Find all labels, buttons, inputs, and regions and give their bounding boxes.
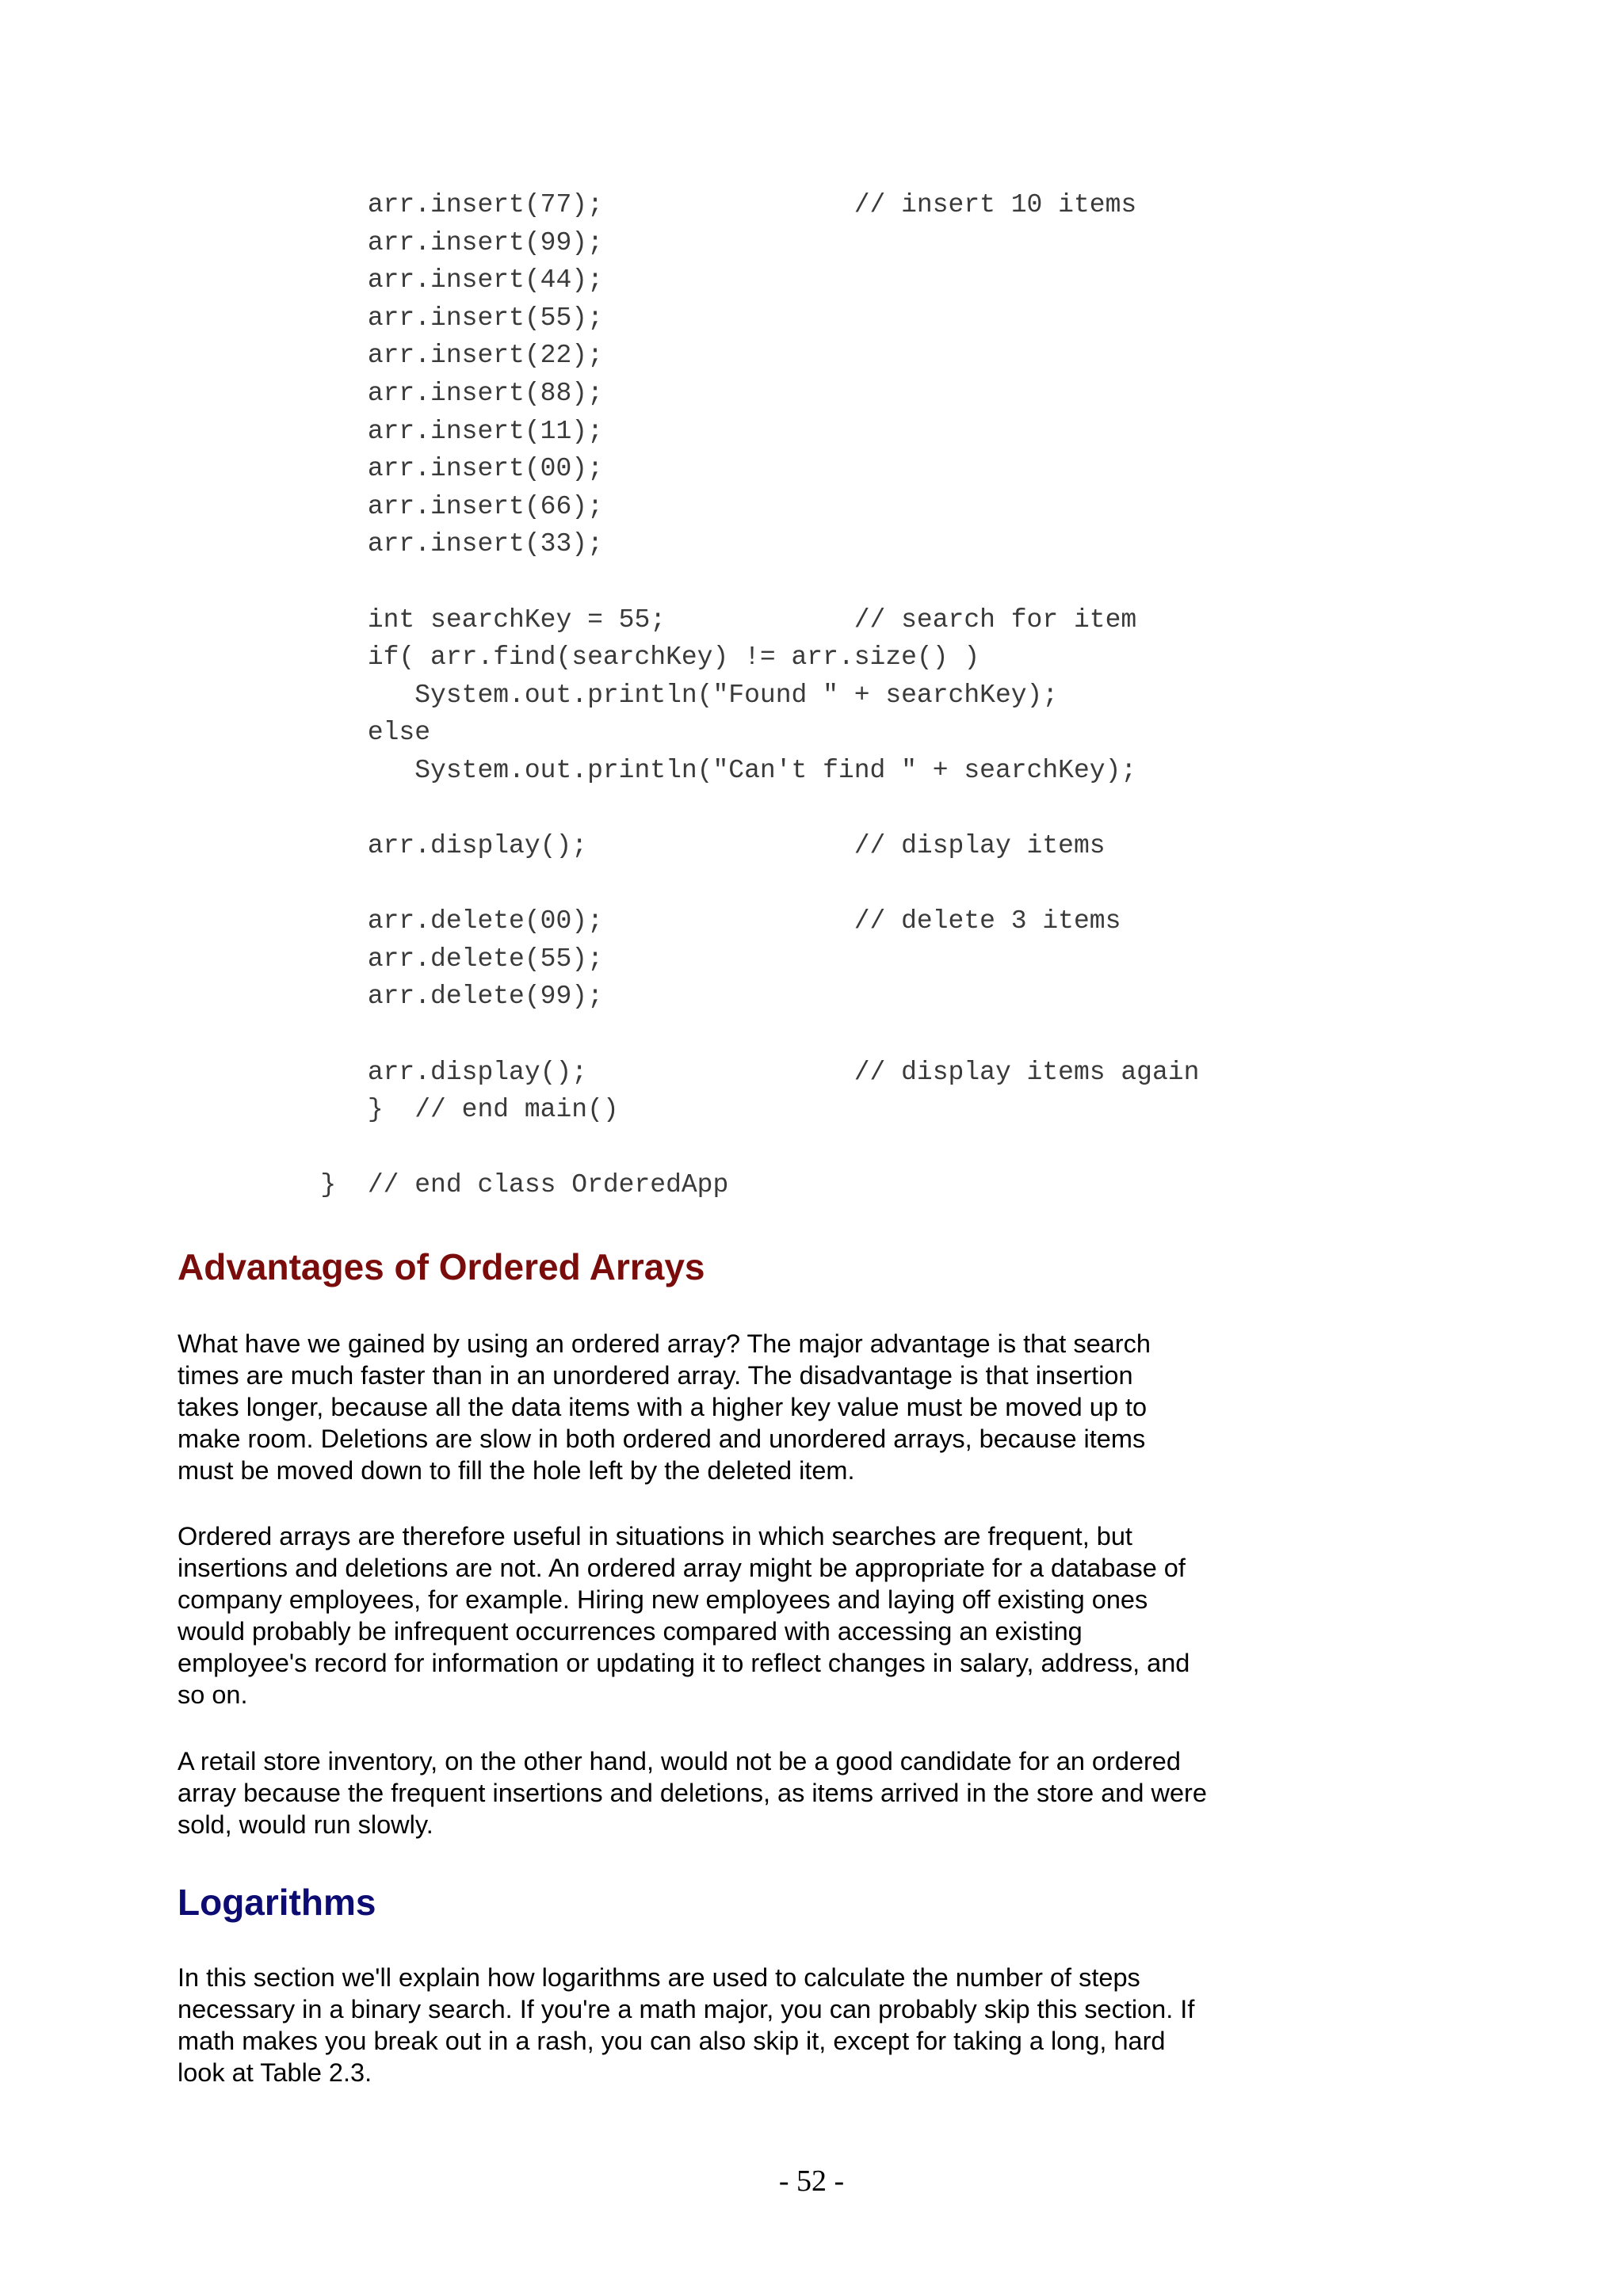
code-line: arr.insert(22);: [273, 341, 603, 371]
code-line: arr.insert(55);: [273, 303, 603, 333]
code-line: arr.delete(00); // delete 3 items: [273, 906, 1121, 936]
paragraph-line: A retail store inventory, on the other hand, would not be a good candidate for an ordered: [178, 1747, 1181, 1775]
code-line: [273, 790, 1199, 828]
paragraph-line: takes longer, because all the data items with a higher key value must be moved up to: [178, 1393, 1148, 1421]
code-line: System.out.println("Can't find " + searchKey);: [273, 755, 1137, 785]
code-line: else: [273, 718, 431, 748]
code-line: arr.insert(33);: [273, 529, 603, 559]
code-line: arr.display(); // display items again: [273, 1057, 1200, 1087]
paragraph-advantages-1: [178, 1328, 1303, 1486]
page-number: - 52 -: [778, 2164, 845, 2198]
paragraph-line: sold, would run slowly.: [178, 1810, 433, 1839]
paragraph-line: math makes you break out in a rash, you can also skip it, except for taking a long, hard: [178, 2027, 1166, 2055]
paragraph-line: What have we gained by using an ordered array? The major advantage is that search: [178, 1329, 1151, 1358]
paragraph-line: so on.: [178, 1680, 248, 1709]
code-line: [273, 563, 1199, 601]
code-line: arr.delete(55);: [273, 944, 603, 974]
paragraph-line: insertions and deletions are not. An ordered array might be appropriate for a database of: [178, 1554, 1186, 1582]
code-line: arr.insert(88);: [273, 378, 603, 408]
code-line: } // end class OrderedApp: [273, 1170, 729, 1200]
paragraph-logarithms-1: [178, 1962, 1303, 2088]
code-line: System.out.println("Found " + searchKey);: [273, 680, 1059, 710]
paragraph-advantages-3: [178, 1745, 1303, 1840]
paragraph-line: look at Table 2.3.: [178, 2058, 372, 2087]
code-line: arr.display(); // display items: [273, 831, 1106, 861]
code-line: arr.insert(11);: [273, 416, 603, 446]
paragraph-line: employee's record for information or updating it to reflect changes in salary, address, and: [178, 1649, 1190, 1677]
paragraph-line: make room. Deletions are slow in both ordered and unordered arrays, because items: [178, 1425, 1146, 1453]
code-line: [273, 1016, 1199, 1054]
code-line: [273, 1129, 1199, 1167]
code-listing: [273, 186, 1199, 1204]
paragraph-advantages-2: [178, 1520, 1303, 1711]
paragraph-line: In this section we'll explain how logarithms are used to calculate the number of steps: [178, 1963, 1140, 1992]
section-heading-logarithms: Logarithms: [178, 1882, 376, 1923]
code-line: if( arr.find(searchKey) != arr.size() ): [273, 643, 980, 673]
paragraph-line: Ordered arrays are therefore useful in situations in which searches are frequent, but: [178, 1522, 1132, 1550]
paragraph-line: array because the frequent insertions and deletions, as items arrived in the store and were: [178, 1779, 1207, 1807]
paragraph-line: times are much faster than in an unordered array. The disadvantage is that insertion: [178, 1361, 1133, 1390]
paragraph-line: necessary in a binary search. If you're a math major, you can probably skip this section. If: [178, 1995, 1195, 2023]
code-line: arr.insert(00);: [273, 454, 603, 484]
code-line: arr.insert(99);: [273, 227, 603, 257]
code-line: arr.insert(66);: [273, 491, 603, 521]
section-heading-advantages: Advantages of Ordered Arrays: [178, 1246, 705, 1287]
code-line: [273, 865, 1199, 903]
code-line: int searchKey = 55; // search for item: [273, 605, 1137, 635]
paragraph-line: company employees, for example. Hiring new employees and laying off existing ones: [178, 1585, 1148, 1614]
code-line: arr.insert(44);: [273, 265, 603, 296]
code-line: arr.delete(99);: [273, 982, 603, 1012]
paragraph-line: would probably be infrequent occurrences compared with accessing an existing: [178, 1617, 1083, 1646]
code-line: arr.insert(77); // insert 10 items: [273, 190, 1137, 219]
paragraph-line: must be moved down to fill the hole left by the deleted item.: [178, 1456, 855, 1485]
code-line: } // end main(): [273, 1095, 619, 1125]
